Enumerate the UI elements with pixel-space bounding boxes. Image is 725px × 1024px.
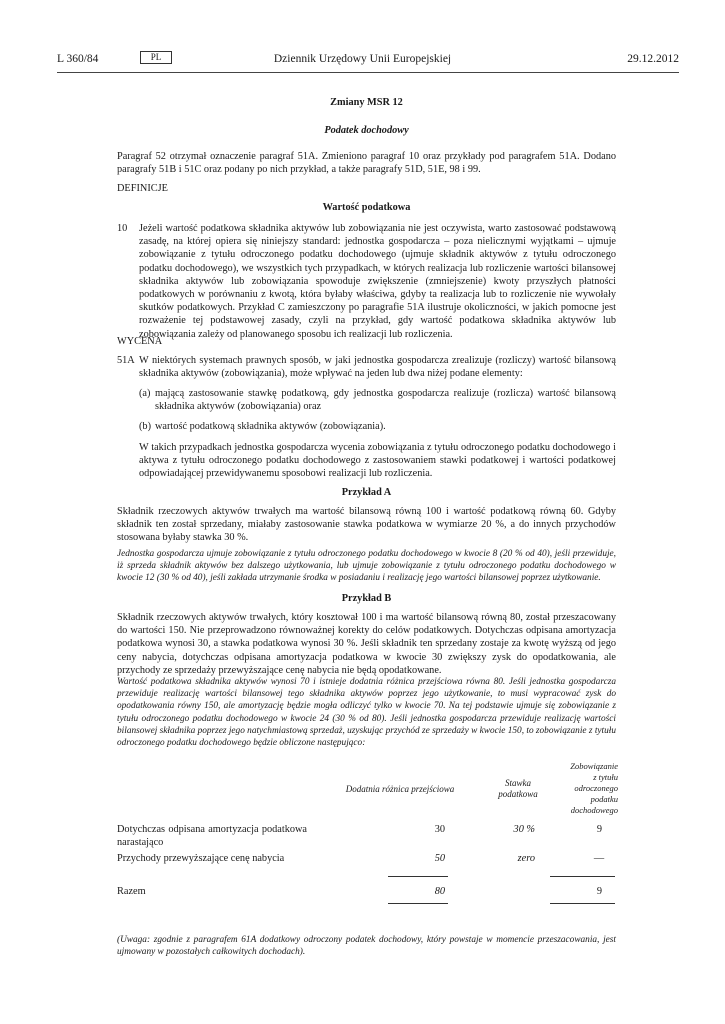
doc-subtitle: Podatek dochodowy xyxy=(324,125,409,136)
oj-series: L 360/84 xyxy=(57,53,99,65)
table-col-rate-line2: podatkowa xyxy=(498,789,538,799)
paragraph-51a: W niektórych systemach prawnych sposób, w jaki jednostka gospodarcza zrealizuje (rozliczy) wartość bilansową składnika aktywów (zobowiązania), może wpływać na jeden lub dwa niżej podane elementy: xyxy=(139,355,616,380)
heading-wycena: WYCENA xyxy=(117,336,163,347)
journal-title: Dziennik Urzędowy Unii Europejskiej xyxy=(273,53,452,65)
intro-paragraph: Paragraf 52 otrzymał oznaczenie paragraf 51A. Zmieniono paragraf 10 oraz przykłady pod paragrafem 51A. Dodano paragrafy 51B i 51C oraz podany po nich przykład, a także paragrafy 51D, 51E, 98 i 99. xyxy=(117,151,616,176)
table-row-1-difference: 30 xyxy=(434,824,445,835)
table-row-total-liability: 9 xyxy=(596,886,602,897)
publication-date: 29.12.2012 xyxy=(627,53,679,65)
item-a-label: (a) xyxy=(139,388,151,399)
example-a-title: Przykład A xyxy=(341,487,392,498)
item-a-text: mającą zastosowanie stawkę podatkową, gdy jednostka gospodarcza realizuje (rozlicza) wartość bilansową składnika aktywów (zobowiązania) oraz xyxy=(155,388,616,413)
revaluation-note: (Uwaga: zgodnie z paragrafem 61A dodatkowy odroczony podatek dochodowy, który powstaje w momencie przeszacowania, jest ujmowany w pozostałych całkowitych dochodach). xyxy=(117,935,616,958)
table-row-2-label: Przychody przewyższające cenę nabycia xyxy=(117,853,285,864)
item-b-text: wartość podatkową składnika aktywów (zobowiązania). xyxy=(155,421,386,432)
table-col-liability-line1: Zobowiązanie xyxy=(570,761,618,771)
table-rule-liability-top xyxy=(550,876,615,877)
language-badge: PL xyxy=(140,51,172,64)
table-rule-difference-bottom xyxy=(388,903,448,904)
section-title-wartosc-podatkowa: Wartość podatkowa xyxy=(322,202,411,213)
table-col-liability-line3: odroczonego xyxy=(574,783,618,793)
table-col-liability-line5: dochodowego xyxy=(570,805,618,815)
table-col-difference: Dodatnia różnica przejściowa xyxy=(345,784,455,794)
table-col-liability-line2: z tytułu xyxy=(593,772,618,782)
table-row-1-rate: 30 % xyxy=(513,824,535,835)
table-col-rate xyxy=(488,778,548,800)
paragraph-number-51a: 51A xyxy=(117,355,135,366)
table-row-total-difference: 80 xyxy=(434,886,445,897)
table-row-2-difference: 50 xyxy=(434,853,445,864)
item-b-label: (b) xyxy=(139,421,152,432)
table-col-liability xyxy=(558,761,618,816)
table-row-2-liability: — xyxy=(593,853,605,864)
paragraph-51a-continuation: W takich przypadkach jednostka gospodarcza wycenia zobowiązania z tytułu odroczonego podatku dochodowego i aktywa z tytułu odroczonego podatku dochodowego z zastosowaniem stawki podatkowej i wartości podatkowej odpowiadającej przewidywanemu sposobowi realizacji lub rozliczenia. xyxy=(139,442,616,480)
paragraph-number-10: 10 xyxy=(117,223,128,234)
table-rule-liability-bottom xyxy=(550,903,615,904)
table-row-1-liability: 9 xyxy=(596,824,602,835)
table-row-1-label: Dotychczas odpisana amortyzacja podatkowa narastająco xyxy=(117,824,307,849)
heading-definicje: DEFINICJE xyxy=(117,183,168,194)
table-rule-difference-top xyxy=(388,876,448,877)
example-a-text: Składnik rzeczowych aktywów trwałych ma wartość bilansową równą 100 i wartość podatkową równą 60. Gdyby składnik ten został sprzedany, miałaby zastosowanie stawka podatkowa w wymiarze 20 %, a do innych przychodów stosowana byłaby stawka 30 %. xyxy=(117,506,616,544)
example-b-text: Składnik rzeczowych aktywów trwałych, który kosztował 100 i ma wartość bilansową równą 80, został przeszacowany do wartości 150. Nie przeprowadzono równoważnej korekty do celów podatkowych. Dotychczas odpisana amortyzacja podatkowa wynosi 30, a stawka podatkowa wynosi 30 %. Jeśli składnik ten sprzedany zostaje za kwotę wyższą od jego ceny nabycia, dotychczas odpisana amortyzacja podatkowa w kwocie 30 zwiększy zysk do opodatkowania, ale przychody ze sprzedaży przewyższające cenę nabycia nie będą opodatkowane. xyxy=(117,612,616,676)
example-b-explanation: Wartość podatkowa składnika aktywów wynosi 70 i istnieje dodatnia różnica przejściowa równa 80. Jeśli jednostka gospodarcza przewiduje realizację wartości bilansowej tego składnika aktywów poprzez jego użytkowanie, to musi wypracować zysk do opodatkowania równy 150, ale amortyzację będzie mogła odliczyć tylko w kwocie 70. Na tej podstawie ujmuje się zobowiązanie z tytułu odroczonego podatku dochodowego w kwocie 24 (30 % od 80). Jeśli jednostka gospodarcza przewiduje realizację wartości bilansowej składnika poprzez jego natychmiastową sprzedaż, uzyskując przychód ze sprzedaży w kwocie 150, to zobowiązanie z tytułu odroczonego podatku dochodowego będzie obliczone następująco: xyxy=(117,677,616,749)
example-a-explanation: Jednostka gospodarcza ujmuje zobowiązanie z tytułu odroczonego podatku dochodowego w kwocie 8 (20 % od 40), jeśli przewiduje, iż sprzeda składnik aktywów bez dalszego użytkowania, lub ujmuje zobowiązanie z tytułu odroczonego podatku dochodowego w kwocie 12 (30 % od 40), jeśli zakłada utrzymanie środka w posiadaniu i realizację jego wartości bilansowej poprzez użytkowanie. xyxy=(117,549,616,584)
table-row-2-rate: zero xyxy=(517,853,535,864)
header-rule xyxy=(57,72,679,73)
example-b-title: Przykład B xyxy=(341,593,392,604)
doc-title: Zmiany MSR 12 xyxy=(330,97,403,108)
table-col-rate-line1: Stawka xyxy=(505,778,531,788)
table-col-liability-line4: podatku xyxy=(590,794,618,804)
table-row-total-label: Razem xyxy=(117,886,146,897)
paragraph-10: Jeżeli wartość podatkowa składnika aktywów lub zobowiązania nie jest oczywista, warto zastosować podstawową zasadę, na której opiera się niniejszy standard: jednostka gospodarcza – poza nielicznymi wyjątkami – ujmuje zobowiązanie z tytułu odroczonego podatku dochodowego (ujmuje składnik aktywów z tytułu odroczonego podatku dochodowego), we wszystkich tych przypadkach, w których realizacja lub rozliczenie wartości bilansowej składnika aktywów lub zobowiązania spowoduje zwiększenie (zmniejszenie) kwoty przyszłych płatności podatkowych w porównaniu z kwotą, która byłaby właściwa, gdyby ta realizacja lub to rozliczenie nie wywołały skutków podatkowych. Przykład C zamieszczony po paragrafie 51A ilustruje okoliczności, w jakich pomocne jest rozważenie tej podstawowej zasady, czyli na przykład, gdy wartość podatkowa składnika aktywów lub zobowiązania zależy od planowanego sposobu ich realizacji lub rozliczenia. xyxy=(139,223,616,340)
